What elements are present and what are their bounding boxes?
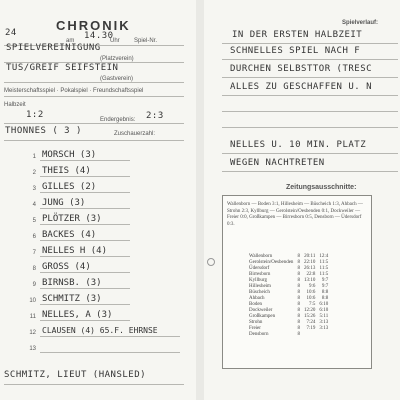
date-label: am bbox=[66, 38, 75, 44]
table-cell: 3:13 bbox=[319, 326, 329, 331]
table-cell: 8 bbox=[297, 326, 300, 331]
halftime-label: Halbzeit bbox=[4, 102, 26, 108]
rule bbox=[40, 176, 130, 177]
table-cell bbox=[317, 332, 330, 338]
table-cell: 9:7 bbox=[321, 278, 329, 283]
roster-number: 7 bbox=[32, 250, 36, 256]
table-cell: Großkampen bbox=[249, 314, 276, 319]
table-cell: Gerolstein/Oesbenden bbox=[249, 260, 294, 265]
roster-player: CLAUSEN (4) 65.F. EHRNSE bbox=[42, 326, 158, 335]
table-cell: Wallenborn bbox=[249, 254, 273, 259]
final-score: 2:3 bbox=[146, 111, 164, 121]
table-cell: 7:19 bbox=[306, 326, 316, 331]
table-cell: Dockweiler bbox=[249, 308, 273, 313]
page-title: CHRONIK bbox=[56, 18, 131, 33]
table-cell: 15:26 bbox=[303, 314, 316, 319]
away-team: TUS/GREIF SEIFSTEIN bbox=[6, 63, 119, 73]
table-cell: 22:8 bbox=[306, 272, 316, 277]
table-cell: Birresborn bbox=[249, 272, 271, 277]
roster-player: SCHMITZ (3) bbox=[42, 294, 102, 304]
punch-hole bbox=[207, 258, 215, 266]
clipping-results: Wallenborn — Boden 3:1, Hillesheim — Büscheich 1:3, Ahbach — Strohn 2:3, Kyllburg — Gerolstein/Oesbenden 0:1, Dockweiler — Freier 0:0, Großkampen — Birresborn 0:5, Densborn — Üdersdorf 0:3. bbox=[227, 202, 363, 227]
chronicle-left-page bbox=[0, 0, 196, 400]
table-cell: 8 bbox=[297, 266, 300, 271]
away-team-label: (Gastverein) bbox=[100, 76, 134, 82]
table-cell: 8 bbox=[297, 314, 300, 319]
table-cell: 7:24 bbox=[306, 320, 316, 325]
table-cell: Üdersdorf bbox=[249, 266, 270, 271]
roster-player: GILLES (2) bbox=[42, 182, 97, 192]
table-cell: Freier bbox=[249, 326, 261, 331]
rule bbox=[40, 224, 130, 225]
table-cell: 11:5 bbox=[319, 260, 329, 265]
footer-note: SCHMITZ, LIEUT (HANSLED) bbox=[4, 370, 147, 380]
table-cell: 9:7 bbox=[321, 284, 329, 289]
rule bbox=[222, 43, 398, 44]
roster-player: NELLES H (4) bbox=[42, 246, 108, 256]
match-number-label: Spiel-Nr. bbox=[134, 38, 158, 44]
table-cell: 5:11 bbox=[319, 314, 329, 319]
roster-number: 13 bbox=[29, 346, 36, 352]
table-cell: 8 bbox=[297, 278, 300, 283]
table-row bbox=[247, 332, 330, 338]
rule bbox=[40, 240, 130, 241]
rule bbox=[40, 336, 180, 337]
roster-number: 10 bbox=[29, 298, 36, 304]
rule bbox=[40, 256, 130, 257]
roster-number: 3 bbox=[32, 186, 36, 192]
table-cell: 9:6 bbox=[308, 284, 316, 289]
table-cell: 8 bbox=[297, 302, 300, 307]
table-cell: 7:5 bbox=[308, 302, 316, 307]
table-cell: 8 bbox=[297, 308, 300, 313]
table-cell: Hillesheim bbox=[249, 284, 271, 289]
roster-player: NELLES, A (3) bbox=[42, 310, 113, 320]
home-team: SPIELVEREINIGUNG bbox=[6, 43, 101, 53]
rule bbox=[40, 352, 180, 353]
rule bbox=[40, 192, 130, 193]
table-cell: 3:13 bbox=[319, 320, 329, 325]
rule bbox=[222, 77, 398, 78]
roster-player: GROSS (4) bbox=[42, 262, 91, 272]
table-cell: 8 bbox=[297, 260, 300, 265]
rule bbox=[40, 160, 130, 161]
table-cell: 20:11 bbox=[304, 254, 316, 259]
rule bbox=[40, 320, 130, 321]
roster-number: 4 bbox=[32, 202, 36, 208]
kickoff-time: 14.30 bbox=[84, 31, 114, 41]
table-cell: Strohn bbox=[249, 320, 263, 325]
page-gutter bbox=[196, 0, 204, 400]
halftime-score: 1:2 bbox=[26, 110, 44, 120]
table-cell: Kyllburg bbox=[249, 278, 267, 283]
table-cell: 8 bbox=[297, 296, 300, 301]
roster-player: MORSCH (3) bbox=[42, 150, 97, 160]
time-label: Uhr bbox=[110, 38, 120, 44]
newspaper-clipping bbox=[222, 195, 372, 369]
roster-number: 1 bbox=[32, 154, 36, 160]
league-table bbox=[247, 254, 330, 338]
table-cell: Ahbach bbox=[249, 296, 265, 301]
roster-number: 2 bbox=[32, 170, 36, 176]
report-line: NELLES U. 10 MIN. PLATZ bbox=[230, 140, 367, 150]
rule bbox=[222, 95, 398, 96]
table-cell: 8:8 bbox=[321, 290, 329, 295]
roster-number: 12 bbox=[29, 330, 36, 336]
table-cell: 10:6 bbox=[306, 296, 316, 301]
referee-name: THONNES ( 3 ) bbox=[5, 126, 82, 136]
rule bbox=[4, 96, 184, 97]
rule bbox=[4, 82, 184, 83]
table-cell: 12:4 bbox=[319, 254, 329, 259]
rule bbox=[4, 123, 184, 124]
rule bbox=[40, 272, 130, 273]
table-cell: 22:10 bbox=[303, 260, 316, 265]
table-cell: 8 bbox=[297, 320, 300, 325]
table-cell: 8 bbox=[297, 272, 300, 277]
rule bbox=[40, 288, 130, 289]
table-cell: 10:6 bbox=[306, 290, 316, 295]
table-cell: 11:5 bbox=[319, 266, 329, 271]
roster-player: THEIS (4) bbox=[42, 166, 91, 176]
rule bbox=[222, 127, 398, 128]
roster-player: PLÖTZER (3) bbox=[42, 214, 102, 224]
table-cell bbox=[302, 332, 317, 338]
final-score-label: Endergebnis: bbox=[100, 117, 136, 123]
report-line: SCHNELLES SPIEL NACH F bbox=[230, 46, 361, 56]
home-team-label: (Platzverein) bbox=[100, 56, 134, 62]
table-cell: 11:5 bbox=[319, 272, 329, 277]
match-type: Meisterschaftsspiel · Pokalspiel · Freundschaftsspiel bbox=[4, 88, 144, 94]
table-cell: 13:10 bbox=[303, 278, 316, 283]
report-line: ALLES ZU GESCHAFFEN U. N bbox=[230, 82, 373, 92]
rule bbox=[40, 304, 130, 305]
attendance-label: Zuschauerzahl: bbox=[114, 131, 156, 137]
table-cell: Densborn bbox=[249, 332, 269, 337]
roster-player: BIRNSB. (3) bbox=[42, 278, 102, 288]
table-cell: 6:10 bbox=[319, 308, 329, 313]
report-line: IN DER ERSTEN HALBZEIT bbox=[232, 30, 363, 40]
match-date: 24 bbox=[5, 28, 17, 38]
table-cell: 8 bbox=[297, 290, 300, 295]
table-cell: 8 bbox=[297, 332, 300, 337]
rule bbox=[40, 208, 130, 209]
match-report-label: Spielverlauf: bbox=[342, 20, 379, 26]
table-cell: 8 bbox=[297, 284, 300, 289]
roster-number: 9 bbox=[32, 282, 36, 288]
table-cell: 6:10 bbox=[319, 302, 329, 307]
rule bbox=[222, 171, 398, 172]
clippings-label: Zeitungsausschnitte: bbox=[286, 184, 357, 191]
rule bbox=[222, 153, 398, 154]
roster-number: 8 bbox=[32, 266, 36, 272]
table-cell: 26:13 bbox=[303, 266, 316, 271]
roster-player: JUNG (3) bbox=[42, 198, 86, 208]
rule bbox=[222, 59, 398, 60]
table-cell: 12:20 bbox=[303, 308, 316, 313]
rule bbox=[4, 384, 184, 385]
table-cell: Büscheich bbox=[249, 290, 270, 295]
table-cell: 8:8 bbox=[321, 296, 329, 301]
rule bbox=[222, 111, 398, 112]
roster-number: 5 bbox=[32, 218, 36, 224]
table-cell: Boden bbox=[249, 302, 263, 307]
report-line: WEGEN NACHTRETEN bbox=[230, 158, 325, 168]
roster-number: 6 bbox=[32, 234, 36, 240]
roster-number: 11 bbox=[29, 314, 36, 320]
rule bbox=[4, 140, 184, 141]
roster-player: BACKES (4) bbox=[42, 230, 97, 240]
report-line: DURCHEN SELBSTTOR (TRESC bbox=[230, 64, 373, 74]
table-cell: 8 bbox=[297, 254, 300, 259]
